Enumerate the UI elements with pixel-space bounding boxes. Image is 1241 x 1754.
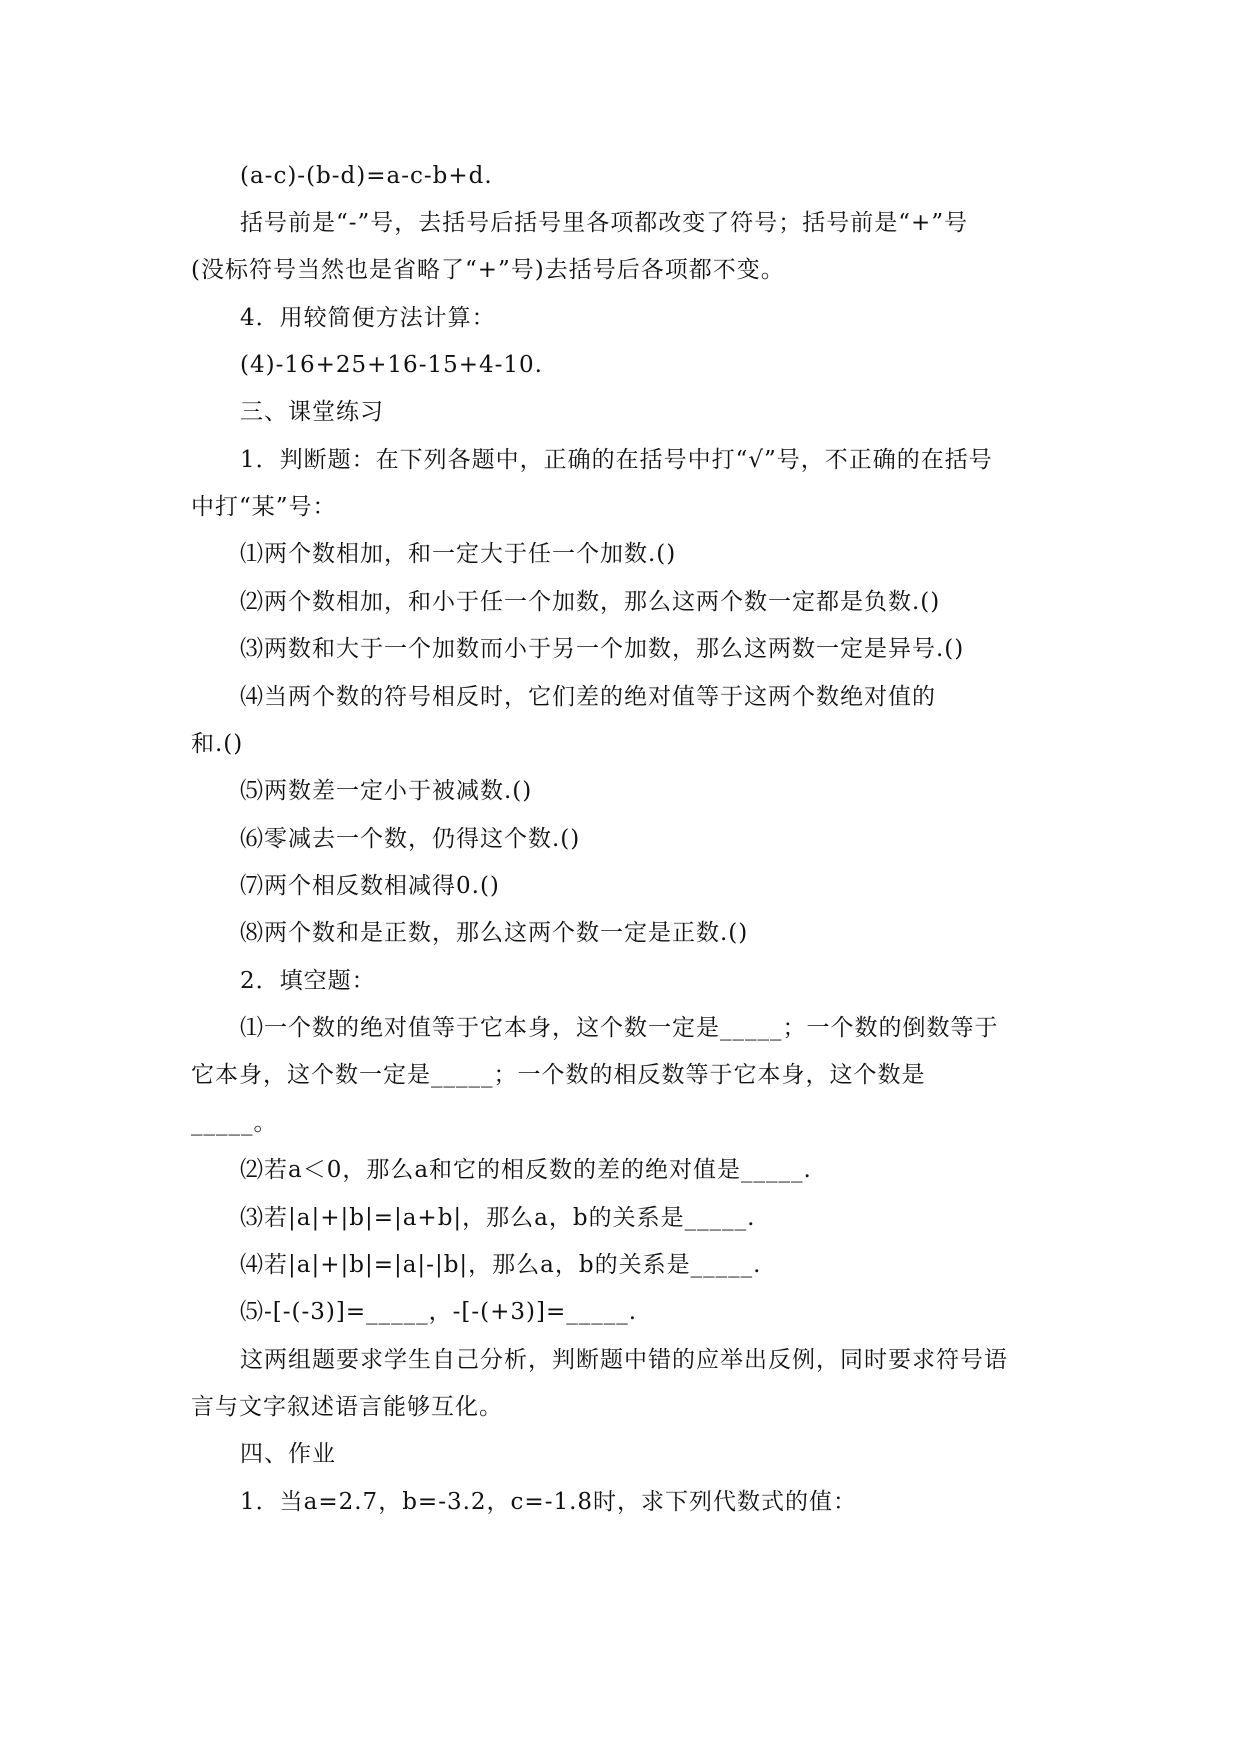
section-heading: 四、作业 [240,1441,336,1467]
paragraph-line: 中打“某”号： [191,494,337,520]
question-item: ⑻两个数和是正数，那么这两个数一定是正数.() [240,920,749,946]
formula-line: (a-c)-(b-d)=a-c-b+d. [240,163,493,189]
question-item: ⑸两数差一定小于被减数.() [240,778,533,804]
question-item-cont: _____。 [191,1110,278,1136]
paragraph-line: 括号前是“-”号，去括号后括号里各项都改变了符号；括号前是“+”号 [240,210,969,236]
question-item: ⑷若|a|+|b|=|a|-|b|，那么a，b的关系是_____. [240,1252,762,1278]
formula-line: (4)-16+25+16-15+4-10. [240,352,543,378]
question-item: ⑵若a＜0，那么a和它的相反数的差的绝对值是_____. [240,1157,812,1183]
section-heading: 三、课堂练习 [240,399,384,425]
question-item: ⑹零减去一个数，仍得这个数.() [240,826,581,852]
paragraph-line: 这两组题要求学生自己分析，判断题中错的应举出反例，同时要求符号语 [240,1347,1008,1373]
numbered-item: 4．用较简便方法计算： [240,305,496,331]
question-item: ⑴两个数相加，和一定大于任一个加数.() [240,541,677,567]
numbered-item: 2．填空题： [240,968,376,994]
question-item: ⑵两个数相加，和小于任一个加数，那么这两个数一定都是负数.() [240,589,941,615]
question-item: ⑷当两个数的符号相反时，它们差的绝对值等于这两个数绝对值的 [240,684,936,710]
question-item: ⑴一个数的绝对值等于它本身，这个数一定是_____；一个数的倒数等于 [240,1015,999,1041]
question-item: ⑶若|a|+|b|=|a+b|，那么a，b的关系是_____. [240,1205,756,1231]
numbered-item: 1．当a=2.7，b=-3.2，c=-1.8时，求下列代数式的值： [240,1489,858,1515]
paragraph-line: (没标符号当然也是省略了“+”号)去括号后各项都不变。 [191,257,785,283]
numbered-item: 1．判断题：在下列各题中，正确的在括号中打“√”号，不正确的在括号 [240,447,993,473]
question-item: ⑺两个相反数相减得0.() [240,873,500,899]
question-item: ⑸-[-(-3)]=_____，-[-(+3)]=_____. [240,1299,638,1325]
question-item-cont: 和.() [191,731,244,757]
question-item: ⑶两数和大于一个加数而小于另一个加数，那么这两数一定是异号.() [240,636,965,662]
question-item-cont: 它本身，这个数一定是_____；一个数的相反数等于它本身，这个数是 [191,1062,926,1088]
paragraph-line: 言与文字叙述语言能够互化。 [191,1394,503,1420]
